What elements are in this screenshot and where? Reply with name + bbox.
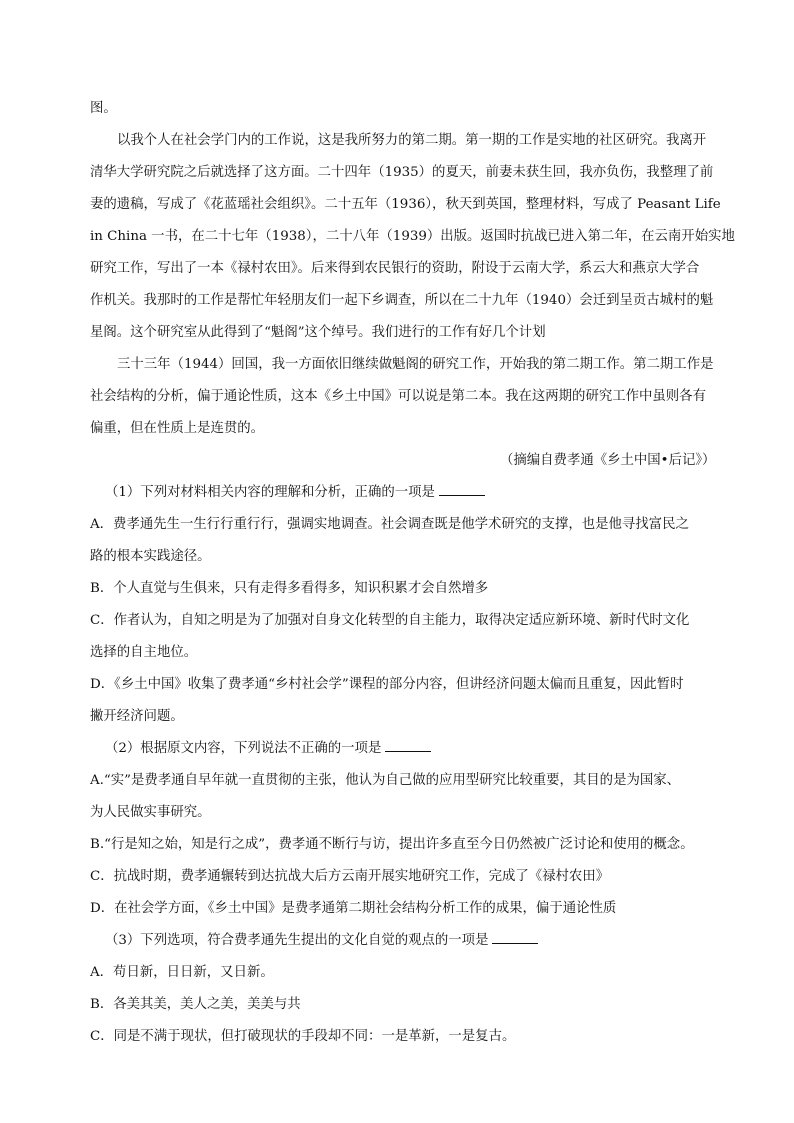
passage-line: 妻的遗稿，写成了《花蓝瑶社会组织》。二十五年（1936），秋天到英国，整理材料，写成了 Peasant Life [90, 197, 721, 212]
q1-option-d-cont: 撇开经济问题。 [90, 709, 184, 724]
q1-option-a-cont: 路的根本实践途径。 [90, 549, 211, 564]
q1-option-c-cont: 选择的自主地位。 [90, 645, 198, 660]
q3-option-c: C．同是不满于现状，但打破现状的手段却不同：一是革新，一是复古。 [90, 1029, 516, 1044]
q2-option-b: B.“行是知之始，知是行之成”，费孝通不断行与访，提出许多直至今日仍然被广泛讨论和使用的概念。 [90, 837, 694, 852]
passage-line: 星阁。这个研究室从此得到了“魁阁”这个绰号。我们进行的工作有好几个计划 [90, 325, 546, 340]
q1-option-d: D．《乡土中国》收集了费孝通“乡村社会学”课程的部分内容，但讲经济问题太偏而且重复，因此暂时 [90, 677, 684, 692]
passage-line: 三十三年（1944）回国，我一方面依旧继续做魁阁的研究工作，开始我的第二期工作。第二期工作是 [117, 357, 714, 372]
answer-blank[interactable] [439, 483, 485, 496]
passage-line: 以我个人在社会学门内的工作说，这是我所努力的第二期。第一期的工作是实地的社区研究。我离开 [117, 133, 707, 148]
q3-option-b: B．各美其美，美人之美，美美与共 [90, 997, 301, 1012]
answer-blank[interactable] [385, 739, 431, 752]
q1-option-c: C．作者认为，自知之明是为了加强对自身文化转型的自主能力，取得决定适应新环境、新时代时文化 [90, 613, 690, 628]
q2-option-c: C．抗战时期，费孝通辗转到达抗战大后方云南开展实地研究工作，完成了《禄村农田》 [90, 869, 610, 884]
question-2-stem: （2）根据原文内容，下列说法不正确的一项是 [105, 739, 720, 759]
passage-line: 研究工作，写出了一本《禄村农田》。后来得到农民银行的资助，附设于云南大学，系云大和燕京大学合 [90, 261, 700, 276]
passage-line: in China 一书，在二十七年（1938），二十八年（1939）出版。返国时抗战已进入第二年，在云南开始实地 [90, 229, 735, 244]
passage-line: 清华大学研究院之后就选择了这方面。二十四年（1935）的夏天，前妻未获生回，我亦负伤，我整理了前 [90, 165, 714, 180]
q3-option-a: A．苟日新，日日新，又日新。 [90, 965, 274, 980]
passage-line: 偏重，但在性质上是连贯的。 [90, 421, 265, 436]
question-3-stem: （3）下列选项，符合费孝通先生提出的文化自觉的观点的一项是 [105, 931, 720, 951]
q2-option-a-cont: 为人民做实事研究。 [90, 805, 211, 820]
q1-option-a: A．费孝通先生一生行行重行行，强调实地调查。社会调查既是他学术研究的支撑，也是他寻找富民之 [90, 517, 689, 532]
passage-line: 社会结构的分析，偏于通论性质，这本《乡土中国》可以说是第二本。我在这两期的研究工作中虽则各有 [90, 389, 706, 404]
question-1-stem: （1）下列对材料相关内容的理解和分析，正确的一项是 [105, 483, 720, 503]
answer-blank[interactable] [492, 931, 538, 944]
q2-option-d: D．在社会学方面，《乡土中国》是费孝通第二期社会结构分析工作的成果，偏于通论性质 [90, 901, 617, 916]
passage-line: 作机关。我那时的工作是帮忙年轻朋友们一起下乡调查，所以在二十九年（1940）会迁到呈贡古城村的魁 [90, 293, 714, 308]
q2-option-a: A.“实”是费孝通自早年就一直贯彻的主张，他认为自己做的应用型研究比较重要，其目的是为国家、 [90, 773, 681, 788]
passage-line: 图。 [90, 101, 117, 116]
source-citation: （摘编自费孝通《乡土中国•后记》） [500, 453, 716, 468]
q1-option-b: B．个人直觉与生俱来，只有走得多看得多，知识积累才会自然增多 [90, 581, 489, 596]
